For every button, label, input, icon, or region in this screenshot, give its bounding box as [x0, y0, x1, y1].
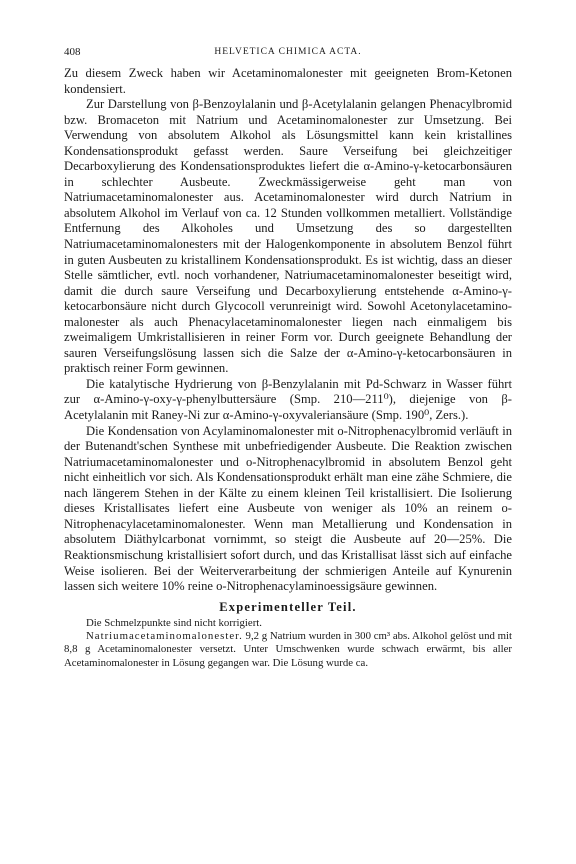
melting-point-note: Die Schmelzpunkte sind nicht korrigiert.: [86, 616, 263, 629]
page-header: [64, 44, 512, 60]
journal-page: [64, 44, 512, 670]
paragraph: Zu diesem Zweck haben wir Acetaminomalonester mit geeigneten Brom-Ketonen kondensiert.: [64, 66, 512, 96]
running-head: HELVETICA CHIMICA ACTA.: [214, 47, 362, 57]
paragraph: Die katalytische Hydrierung von β-Benzylalanin mit Pd-Schwarz in Wasser führt zur α-Amino-γ-oxy-γ-phenylbuttersäure (Smp. 210—211⁰), diejenige von β-Acetylalanin mit Raney-Ni zur α-Amino-γ-oxyvaleriansäure (Smp. 190⁰, Zers.).: [64, 376, 512, 423]
body-text: [64, 66, 512, 595]
paragraph: Die Kondensation von Acylaminomalonester mit o-Nitrophenacylbromid verläuft in der Butenandt'schen Synthese mit unbefriedigender Ausbeute. Die Reaktion zwischen Natriumacetaminomalonester und o-Nitrophenacylbromid in absolutem Benzol geht nicht einheitlich vor sich. Als Kondensationsprodukt erhält man eine zähe Schmiere, die nach längerem Stehen in der Kälte zu einem kleinen Teil kristallisiert. Die Isolierung dieses Kristallisates liefert eine Ausbeute von weniger als 10% an reinem o-Nitrophenacylacetaminomalonester. Wenn man Metallierung und Kondensation in absolutem Diäthylcarbonat vornimmt, so steigt die Ausbeute auf 20—25%. Die Reaktionsmischung kristallisiert sofort durch, und das Kristallisat lässt sich auf einfache Weise isolieren. Bei der Weiterverarbeitung der schmierigen Anteile auf Kynurenin lassen sich weitere 10% reine o-Nitrophenacylaminoessigsäure gewinnen.: [64, 423, 512, 594]
experimental-section: [64, 617, 512, 671]
procedure-paragraph: [64, 630, 512, 670]
paragraph: Zur Darstellung von β-Benzoylalanin und β-Acetylalanin gelangen Phenacylbromid bzw. Bromaceton mit Natrium und Acetaminomalonester zur Umsetzung. Bei Verwendung von absolutem Alkohol als Lösungsmittel kann kein kristallines Kondensationsprodukt gefasst werden. Saure Verseifung bei gleichzeitiger Decarboxylierung des Kondensationsproduktes liefert die α-Amino-γ-ketocarbonsäuren in schlechter Ausbeute. Zweckmässigerweise geht man von Natriumacetaminomalonester aus. Acetaminomalonester wird durch Natrium in absolutem Alkohol im Verlauf von ca. 12 Stunden vollkommen metalliert. Vollständige Entfernung des Alkoholes und Umsetzung des so dargestellten Natriumacetaminomalonesters mit der Halogenkomponente in absolutem Benzol führt in guten Ausbeuten zu kristallinem Kondensationsprodukt. Es ist wichtig, dass an dieser Stelle sämtlicher, evtl. noch vorhandener, Natriumacetaminomalonester beseitigt wird, damit die durch saure Verseifung und Decarboxylierung entstehende α-Amino-γ-ketocarbonsäure nicht durch Glycocoll verunreinigt wird. Sowohl Acetonylacetamino-malonester als auch Phenacylacetaminomalonester liegen nach einmaligem bis zweimaligem Umkristallisieren in reiner Form vor. Durch geeignete Behandlung der sauren Verseifungslösung lassen sich die Salze der α-Amino-γ-ketocarbonsäuren in praktisch reiner Form gewinnen.: [64, 97, 512, 376]
page-number: 408: [64, 46, 81, 58]
section-heading: Experimenteller Teil.: [219, 599, 357, 614]
procedure-text: 9,2 g Natrium wurden in 300 cm³ abs. Alkohol gelöst und mit 8,8 g Acetaminomalonester versetzt. Unter Umschwenken wurde schwach erwärmt, bis aller Acetaminomalonester in Lösung gegangen war. Die Lösung wurde ca.: [64, 630, 512, 669]
compound-name: Natriumacetaminomalonester.: [86, 630, 243, 642]
